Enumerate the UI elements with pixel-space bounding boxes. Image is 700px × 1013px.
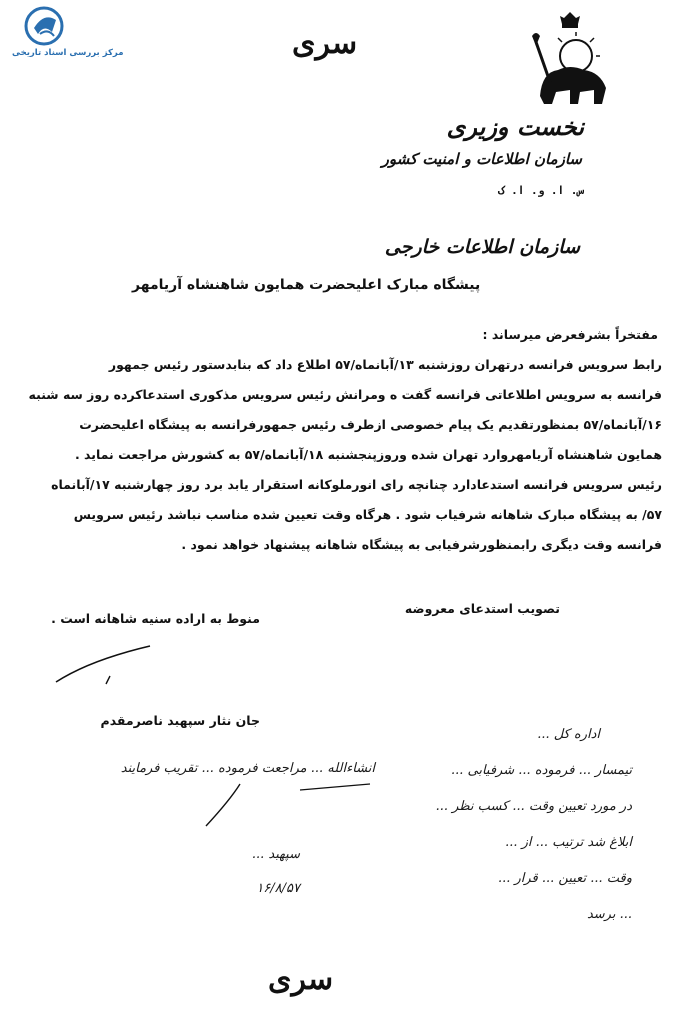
body-line: همایون شاهنشاه آریامهروارد تهران شده وروزپنجشنبه ۱۸/آبانماه/۵۷ به کشورش مراجعت نماید . — [74, 447, 662, 462]
body-line: فرانسه وقت دیگری رابمنظورشرفیابی به پیشگاه شاهانه پیشنهاد خواهد نمود . — [181, 537, 662, 552]
handwritten-line: ... برسد — [586, 907, 632, 922]
letter-body — [28, 350, 662, 560]
salutation: مفتخراً بشرفعرض میرساند : — [482, 327, 658, 342]
lion-and-sun-emblem-icon — [520, 12, 620, 112]
handwritten-strokes-left — [200, 780, 380, 830]
handwritten-sign-left: سپهبد ... — [251, 847, 300, 862]
handwritten-heading-right: اداره کل ... — [537, 727, 600, 742]
archive-logo-text: مرکز بررسی اسناد تاریخی — [12, 48, 124, 58]
classification-bottom: سری — [268, 962, 334, 997]
handwritten-line: ابلاغ شد ترتیب ... از ... — [505, 835, 632, 850]
approval-request: تصویب استدعای معروضه — [404, 601, 560, 616]
initial-scribble-icon — [50, 640, 160, 690]
body-line: ۵۷/ به پیشگاه مبارک شاهانه شرفیاب شود . هرگاه وقت تعیین شده مناسب نباشد رئیس سرویس — [73, 507, 662, 522]
handwritten-line: تیمسار ... فرموده ... شرفیابی ... — [450, 763, 632, 778]
addressee-line: پیشگاه مبارک اعلیحضرت همایون شاهنشاه آریامهر — [132, 277, 481, 293]
handwritten-note-left: انشاءالله ... مراجعت فرموده ... تقریب فرمایند — [120, 761, 375, 776]
handwritten-line: در مورد تعیین وقت ... کسب نظر ... — [435, 799, 632, 814]
handwritten-date-left: ۱۶/۸/۵۷ — [256, 881, 300, 896]
reference-code: س. ا. و. ا. ک — [497, 184, 584, 197]
classification-top: سری — [292, 26, 358, 61]
body-line: رئیس سرویس فرانسه استدعادارد چنانچه رای انورملوکانه استقرار یابد برد روز چهارشنبه ۱۷/آبانماه — [51, 477, 662, 492]
body-line: ۱۶/آبانماه/۵۷ بمنظورتقدیم یک پیام خصوصی ازطرف رئیس جمهورفرانسه به پیشگاه اعلیحضرت — [79, 417, 662, 432]
body-line: فرانسه به سرویس اطلاعاتی فرانسه گفت ه ومرانش رئیس سرویس مذکوری استدعاکرده روز سه شنبه — [28, 387, 662, 402]
handwritten-note-right — [372, 756, 632, 936]
archive-logo-icon — [24, 6, 66, 46]
office-title: نخست وزیری — [446, 112, 584, 141]
deference-line: منوط به اراده سنیه شاهانه است . — [51, 611, 260, 626]
signature-block: جان نثار سپهبد ناصرمقدم — [100, 713, 260, 728]
handwritten-line: وقت ... تعیین ... قرار ... — [497, 871, 632, 886]
department-title: سازمان اطلاعات خارجی — [384, 236, 580, 258]
organization-title: سازمان اطلاعات و امنیت کشور — [381, 150, 582, 168]
body-line: رابط سرویس فرانسه درتهران روزشنبه ۱۳/آبانماه/۵۷ اطلاع داد که بنابدستور رئیس جمهور — [108, 357, 662, 372]
